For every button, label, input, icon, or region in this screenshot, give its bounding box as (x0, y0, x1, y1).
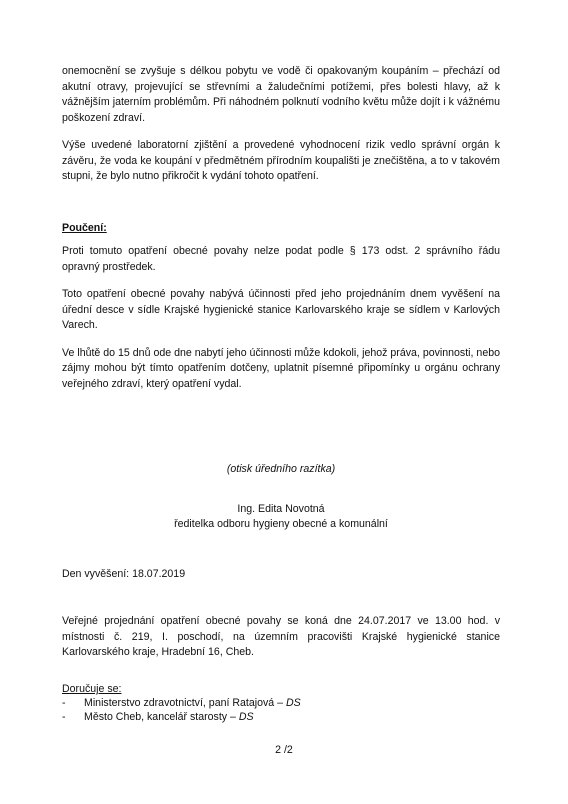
posting-date: Den vyvěšení: 18.07.2019 (62, 568, 186, 580)
signature-block (62, 502, 500, 532)
paragraph-health-risk: onemocnění se zvyšuje s délkou pobytu ve vodě či opakovaným koupáním – přechází od akutní otravy, projevující se střevními a žaludečními potížemi, přes bolesti hlavy, až k vážnějším jaterním problémům. Při náhodném polknutí vodního květu může dojít i k vážnému poškození zdraví. (62, 65, 500, 124)
delivery-list (62, 696, 500, 724)
delivery-section (62, 682, 500, 724)
instruction-heading: Poučení: (62, 221, 107, 234)
delivery-recipient: Ministerstvo zdravotnictví, paní Ratajová – (84, 697, 286, 709)
public-hearing-notice: Veřejné projednání opatření obecné povahy se koná dne 24.07.2017 ve 13.00 hod. v místnosti č. 219, I. poschodí, na územním pracovišti Krajské hygienické stanice Karlovarského kraje, Hradební 16, Cheb. (62, 615, 500, 658)
document-body (62, 64, 500, 404)
signatory-role: ředitelka odboru hygieny obecné a komunální (174, 518, 388, 530)
paragraph-conclusion: Výše uvedené laboratorní zjištění a provedené vyhodnocení rizik vedlo správní orgán k závěru, že voda ke koupání v předmětném přírodním koupališti je znečištěna, a to v takovém stupni, že bylo nutno přikročit k vydání tohoto opatření. (62, 139, 500, 182)
delivery-method: DS (285, 697, 301, 709)
page-number: 2 /2 (275, 744, 293, 756)
signatory-name: Ing. Edita Novotná (237, 503, 325, 515)
delivery-title: Doručuje se: (62, 683, 122, 695)
delivery-method: DS (238, 711, 254, 723)
list-dash: - (62, 711, 66, 723)
stamp-placeholder: (otisk úředního razítka) (226, 463, 336, 475)
list-dash: - (62, 697, 66, 709)
delivery-item (62, 696, 500, 710)
instruction-paragraph-comments: Ve lhůtě do 15 dnů ode dne nabytí jeho účinnosti může kdokoli, jehož práva, povinnosti, nebo zájmy mohou být tímto opatřením dotčeny, uplatnit písemné připomínky u orgánu ochrany veřejného zdraví, který opatření vydal. (62, 346, 500, 390)
instruction-paragraph-appeal: Proti tomuto opatření obecné povahy nelze podat podle § 173 odst. 2 správního řádu opravný prostředek. (62, 245, 500, 273)
delivery-recipient: Město Cheb, kancelář starosty – (84, 711, 239, 723)
delivery-item (62, 710, 500, 724)
instruction-paragraph-effect: Toto opatření obecné povahy nabývá účinnosti před jeho projednáním dnem vyvěšení na úřední desce v sídle Krajské hygienické stanice Karlovarského kraje se sídlem v Karlových Varech. (62, 288, 500, 331)
